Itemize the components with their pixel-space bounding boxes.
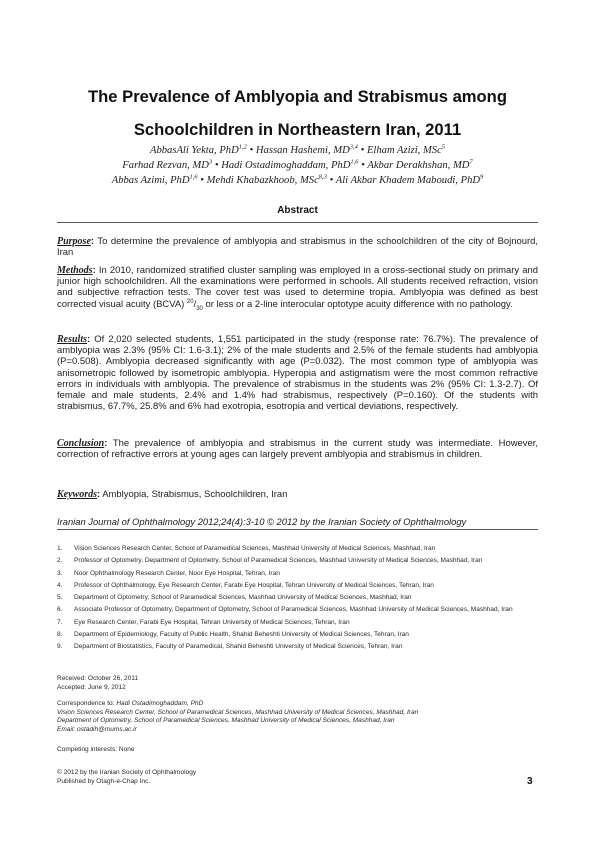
affiliation-text: Department of Epidemiology, Faculty of Public Health, Shahid Beheshti University of Medical Sciences, Tehran, Iran <box>74 631 409 639</box>
competing-interests: Competing interests: None <box>57 746 135 753</box>
results-text: Of 2,020 selected students, 1,551 participated in the study (response rate: 76.7%). The prevalence of amblyopia was 2.3% (95% CI: 1.6-3.1); 2% of the male students and 2.5% of the female students had amblyopia (P=0.508). Amblyopia decreased significantly with age (P=0.032). The most common type of amblyopia was anisometropic followed by isometropic amblyopia. Hyperopia and astigmatism were the most common refractive errors in individuals with amblyopia. The prevalence of strabismus in the students was 2% (95% CI: 1.3-2.7). Of female and male students, 2.4% and 1.4% had strabismus, respectively (P=0.160). Of the students with strabismus, 67.7%, 25.8% and 6% had exotropia, esotropia and vertical deviations, respectively. <box>57 334 538 413</box>
publisher-line: Published by Otagh-e-Chap Inc. <box>57 777 151 785</box>
purpose-label: Purpose <box>57 236 91 247</box>
abstract-conclusion: Conclusion: The prevalence of amblyopia and strabismus in the current study was intermediate. However, correction of refractive errors at young ages can largely prevent amblyopia and strabismus in children. <box>57 438 538 461</box>
abstract-purpose: Purpose: To determine the prevalence of amblyopia and strabismus in the schoolchildren of the city of Bojnourd, Iran <box>57 236 538 259</box>
abstract-results: Results: Of 2,020 selected students, 1,551 participated in the study (response rate: 76.7%). The prevalence of amblyopia was 2.3% (95% CI: 1.6-3.1); 2% of the male students and 2.5% of the female students had amblyopia (P=0.508). Amblyopia decreased significantly with age (P=0.032). The most common type of amblyopia was anisometropic followed by isometropic amblyopia. Hyperopia and astigmatism were the most common refractive errors in individuals with amblyopia. The prevalence of strabismus in the students was 2% (95% CI: 1.3-2.7). Of female and male students, 2.4% and 1.4% had strabismus, respectively (P=0.160). Of the students with strabismus, 67.7%, 25.8% and 6% had exotropia, esotropia and vertical deviations, respectively. <box>57 334 538 413</box>
conclusion-label: Conclusion <box>57 438 105 449</box>
affiliation-item <box>57 545 538 554</box>
abstract-methods: Methods: In 2010, randomized stratified cluster sampling was employed in a cross-sectional study on primary and junior high schoolchildren. All the examinations were performed in schools. All students received refraction, vision and subjective refraction tests. The cover test was used to determine tropia. Amblyopia was defined as best corrected visual acuity (BCVA) $^{20}/_{30}$ or less or a 2-line interocular optotype acuity difference with no pathology. <box>57 265 538 312</box>
author-name: AbbasAli Yekta, PhD <box>149 145 239 156</box>
affiliation-number: 9. <box>57 643 63 651</box>
affiliation-number: 3. <box>57 569 63 577</box>
affiliation-item <box>57 643 538 652</box>
affiliation-item <box>57 582 538 591</box>
author-list <box>57 143 538 188</box>
submission-dates <box>57 675 538 692</box>
methods-label: Methods <box>57 265 93 276</box>
author-affiliation-ref: 3,4 <box>349 143 358 151</box>
correspondence-address-1: Vision Sciences Research Center, School of Paramedical Sciences, Mashhad University of Medical Sciences, Mashhad, Iran <box>57 708 419 716</box>
keywords-text: Amblyopia, Strabismus, Schoolchildren, Iran <box>102 489 288 500</box>
acuity-numerator: 20 <box>186 298 194 305</box>
correspondence-address-2: Department of Optometry, School of Paramedical Sciences, Mashhad University of Medical Sciences, Mashhad, Iran <box>57 717 395 725</box>
author-affiliation-ref: 7 <box>469 158 473 166</box>
author-affiliation-ref: 5 <box>441 143 446 151</box>
correspondence-name-line <box>57 700 538 709</box>
paper-title-line-1: The Prevalence of Amblyopia and Strabismus among <box>88 87 507 106</box>
author-line-3 <box>57 173 538 188</box>
page-number: 3 <box>527 776 533 787</box>
paper-title-line-2: Schoolchildren in Northeastern Iran, 2011 <box>133 120 462 139</box>
affiliation-item <box>57 570 538 579</box>
acuity-denominator: 30 <box>196 305 203 312</box>
affiliation-text: Eye Research Center, Farabi Eye Hospital, Tehran University of Medical Sciences, Tehran, Iran <box>74 618 350 626</box>
author-separator: • <box>249 145 254 156</box>
affiliation-text: Department of Optometry, School of Paramedical Sciences, Mashhad University of Medical Sciences, Mashhad, Iran <box>74 594 412 602</box>
copyright-block <box>57 769 538 786</box>
author-name: Farhad Rezvan, MD <box>122 160 209 171</box>
methods-text: In 2010, randomized stratified cluster sampling was employed in a cross-sectional study on primary and junior high schoolchildren. All the examinations were performed in schools. All students received refraction, vision and subjective refraction tests. The cover test was used to determine tropia. Amblyopia was defined as best corrected visual acuity (BCVA) <box>57 265 538 310</box>
affiliation-item <box>57 606 538 615</box>
author-name: Mehdi Khabazkhoob, MSc <box>206 175 319 186</box>
methods-text-end: or less or a 2-line interocular optotype acuity difference with no pathology. <box>202 298 513 310</box>
author-line-1 <box>57 143 538 158</box>
author-affiliation-ref: 1,6 <box>350 158 359 166</box>
journal-citation: Iranian Journal of Ophthalmology 2012;24(4):3-10 © 2012 by the Iranian Society of Ophthalmology <box>57 516 467 527</box>
conclusion-text: The prevalence of amblyopia and strabismus in the current study was intermediate. However, correction of refractive errors at young ages can largely prevent amblyopia and strabismus in children. <box>57 438 538 461</box>
results-label: Results <box>57 334 88 345</box>
affiliation-item <box>57 619 538 628</box>
author-name: Akbar Derakhshan, MD <box>367 160 470 171</box>
author-line-2 <box>57 158 538 173</box>
author-affiliation-ref: 1,6 <box>189 173 198 181</box>
affiliation-text: Vision Sciences Research Center, School of Paramedical Sciences, Mashhad University of Medical Sciences, Mashhad, Iran <box>74 545 436 552</box>
copyright-line: © 2012 by the Iranian Society of Ophthalmology <box>57 769 197 776</box>
purpose-text: To determine the prevalence of amblyopia and strabismus in the schoolchildren of the city of Bojnourd, Iran <box>57 236 538 259</box>
correspondence-label: Correspondence to: <box>57 700 117 707</box>
affiliation-item <box>57 631 538 640</box>
affiliation-text: Professor of Ophthalmology, Eye Research Center, Farabi Eye Hospital, Tehran University of Medical Sciences, Tehran, Iran <box>74 581 434 589</box>
author-separator: • <box>329 175 334 186</box>
affiliation-number: 4. <box>57 581 63 589</box>
author-separator: • <box>360 145 365 156</box>
correspondence-name: Hadi Ostadimoghaddam, PhD <box>116 700 204 707</box>
author-affiliation-ref: 3 <box>208 158 213 166</box>
author-name: Elham Azizi, MSc <box>366 145 442 156</box>
author-name: Ali Akbar Khadem Maboudi, PhD <box>335 175 481 186</box>
correspondence-block <box>57 700 538 734</box>
correspondence-email: Email: ostadih@mums.ac.ir <box>57 725 137 733</box>
affiliation-number: 1. <box>57 545 63 552</box>
affiliation-text: Professor of Optometry, Department of Optometry, School of Paramedical Sciences, Mashhad University of Medical Sciences, Mashhad, Iran <box>74 557 483 565</box>
author-separator: • <box>200 175 205 186</box>
author-name: Hadi Ostadimoghaddam, PhD <box>221 160 351 171</box>
abstract-bottom-divider <box>57 529 538 530</box>
affiliation-number: 6. <box>57 606 63 614</box>
author-affiliation-ref: 1,2 <box>238 143 247 151</box>
abstract-keywords: Keywords: Amblyopia, Strabismus, Schoolchildren, Iran <box>57 489 288 500</box>
affiliation-text: Associate Professor of Optometry, Department of Optometry, School of Paramedical Sciences, Mashhad University of Medical Sciences, Mashhad, Iran <box>74 606 513 614</box>
abstract-top-divider <box>57 222 538 223</box>
author-name: Hassan Hashemi, MD <box>255 145 350 156</box>
affiliation-item <box>57 594 538 603</box>
author-affiliation-ref: 9 <box>480 173 484 181</box>
author-name: Abbas Azimi, PhD <box>111 175 190 186</box>
author-separator: • <box>214 160 219 171</box>
affiliation-text: Noor Ophthalmology Research Center, Noor Eye Hospital, Tehran, Iran <box>74 569 280 577</box>
received-date: Received: October 26, 2011 <box>57 675 139 682</box>
keywords-label: Keywords <box>57 489 97 500</box>
affiliation-text: Department of Biostatistics, Faculty of Paramedical, Shahid Beheshti University of Medical Sciences, Tehran, Iran <box>74 643 403 651</box>
affiliation-number: 2. <box>57 557 63 565</box>
accepted-date: Accepted: June 9, 2012 <box>57 683 126 691</box>
affiliation-item <box>57 557 538 566</box>
author-affiliation-ref: 8,3 <box>318 173 327 181</box>
affiliation-list <box>57 545 538 656</box>
author-separator: • <box>361 160 365 171</box>
affiliation-number: 5. <box>57 594 63 602</box>
affiliation-number: 8. <box>57 631 63 639</box>
abstract-heading: Abstract <box>277 205 318 216</box>
affiliation-number: 7. <box>57 618 63 626</box>
